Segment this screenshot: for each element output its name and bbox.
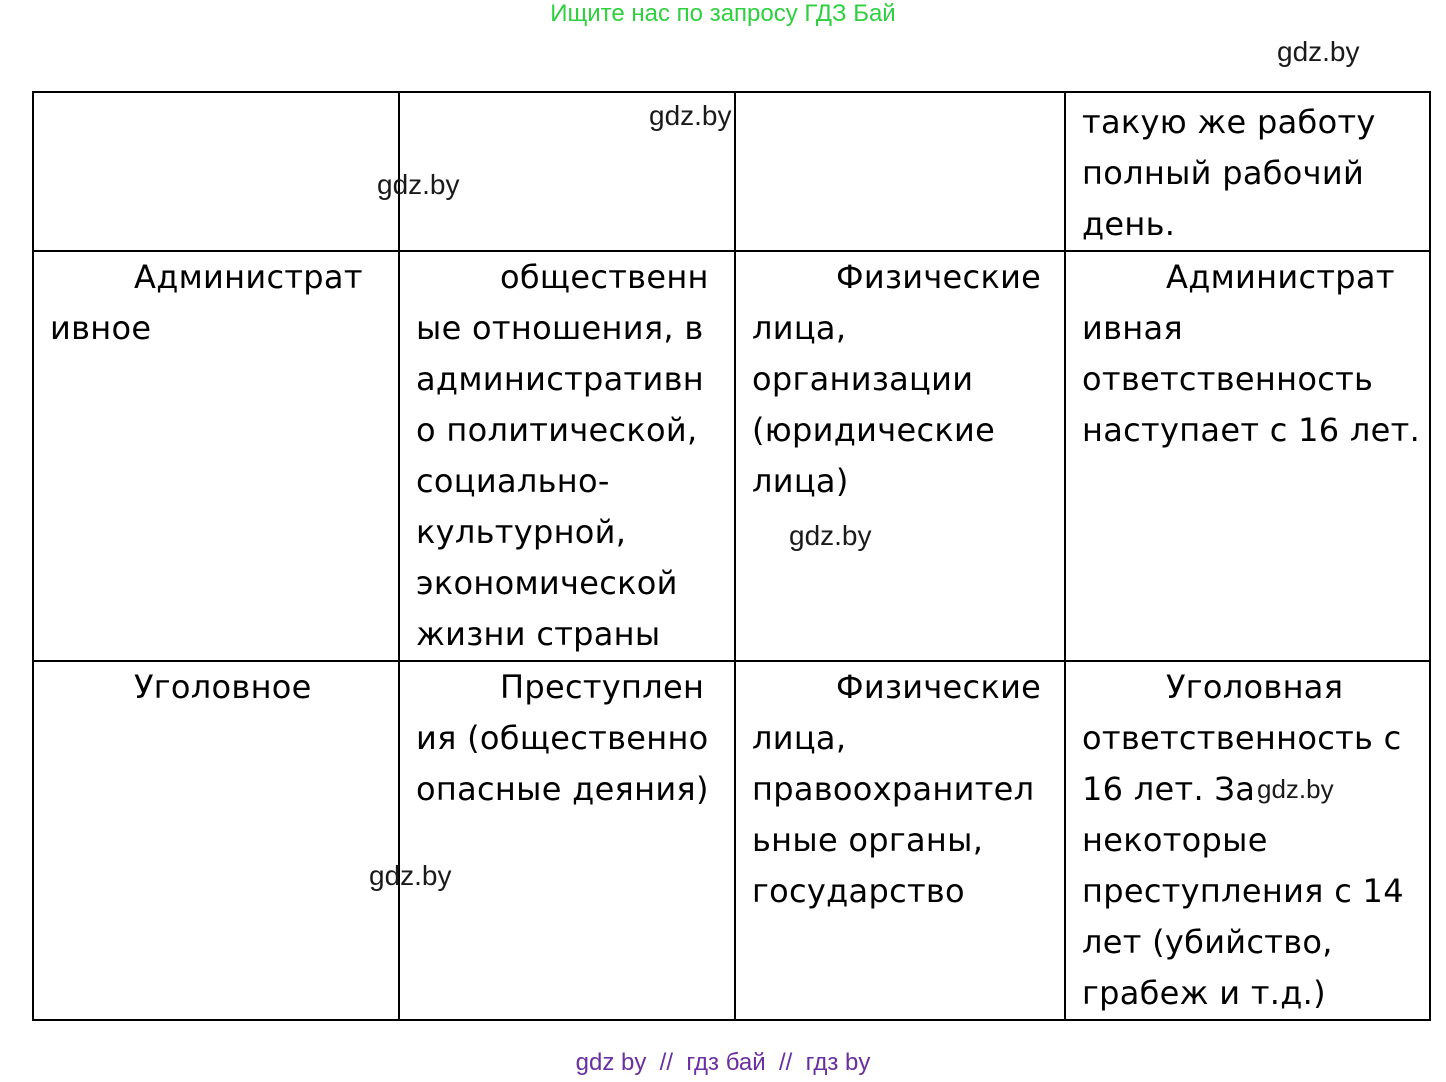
cell-line: Администрат [134,258,363,296]
cell-line: культурной, [416,513,627,551]
table-cell [33,661,399,1020]
cell-line: о политической, [416,411,698,449]
cell-line: грабеж и т.д.) [1082,974,1326,1012]
footer-links: gdz by // гдз бай // гдз by [575,1049,871,1076]
table-cell [1065,661,1430,1020]
cell-line: Физические [836,668,1042,706]
cell-line: правоохранител [752,770,1035,808]
cell-line: государство [752,872,965,910]
cell-line: 16 лет. За [1082,770,1256,808]
search-banner: Ищите нас по запросу ГДЗ Бай [550,0,896,27]
cell-line: лица) [752,462,849,500]
cell-line: опасные деяния) [416,770,709,808]
table-cell [33,92,399,251]
table-cell [735,661,1065,1020]
cell-line: социально- [416,462,610,500]
watermark: gdz.by [789,520,872,551]
cell-line: административн [416,360,704,398]
cell-line: такую же работу [1082,103,1376,141]
cell-line: ивное [50,309,152,347]
law-branches-table [32,91,1431,1021]
table-cell [399,251,735,661]
cell-line: Физические [836,258,1042,296]
table-cell [735,251,1065,661]
table-row [33,661,1430,1020]
table-cell [1065,251,1430,661]
watermark: gdz.by [1257,774,1334,804]
cell-line: некоторые [1082,821,1268,859]
cell-line: день. [1082,205,1176,243]
cell-line: Уголовная [1166,668,1344,706]
table-row [33,92,1430,251]
table-cell [399,661,735,1020]
cell-line: преступления с 14 [1082,872,1404,910]
cell-line: Администрат [1166,258,1395,296]
cell-line: ия (общественно [416,719,709,757]
cell-line: ответственность [1082,360,1374,398]
table-cell [1065,92,1430,251]
cell-line: общественн [500,258,709,296]
cell-line: полный рабочий [1082,154,1365,192]
cell-line: ые отношения, в [416,309,704,347]
cell-line: наступает с 16 лет. [1082,411,1421,449]
cell-line: лица, [752,309,847,347]
cell-line: ивная [1082,309,1183,347]
table-row [33,251,1430,661]
cell-line: Уголовное [134,668,312,706]
cell-line: экономической [416,564,678,602]
watermark: gdz.by [649,100,732,131]
watermark: gdz.by [377,169,460,200]
cell-line: лица, [752,719,847,757]
cell-line: лет (убийство, [1082,923,1333,961]
table-cell [33,251,399,661]
cell-line: Преступлен [500,668,705,706]
watermark: gdz.by [369,860,452,891]
cell-line: жизни страны [416,615,661,653]
cell-line: организации [752,360,974,398]
table-cell [735,92,1065,251]
cell-line: (юридические [752,411,996,449]
cell-line: ответственность с [1082,719,1402,757]
watermark: gdz.by [1277,36,1360,67]
cell-line: ьные органы, [752,821,984,859]
